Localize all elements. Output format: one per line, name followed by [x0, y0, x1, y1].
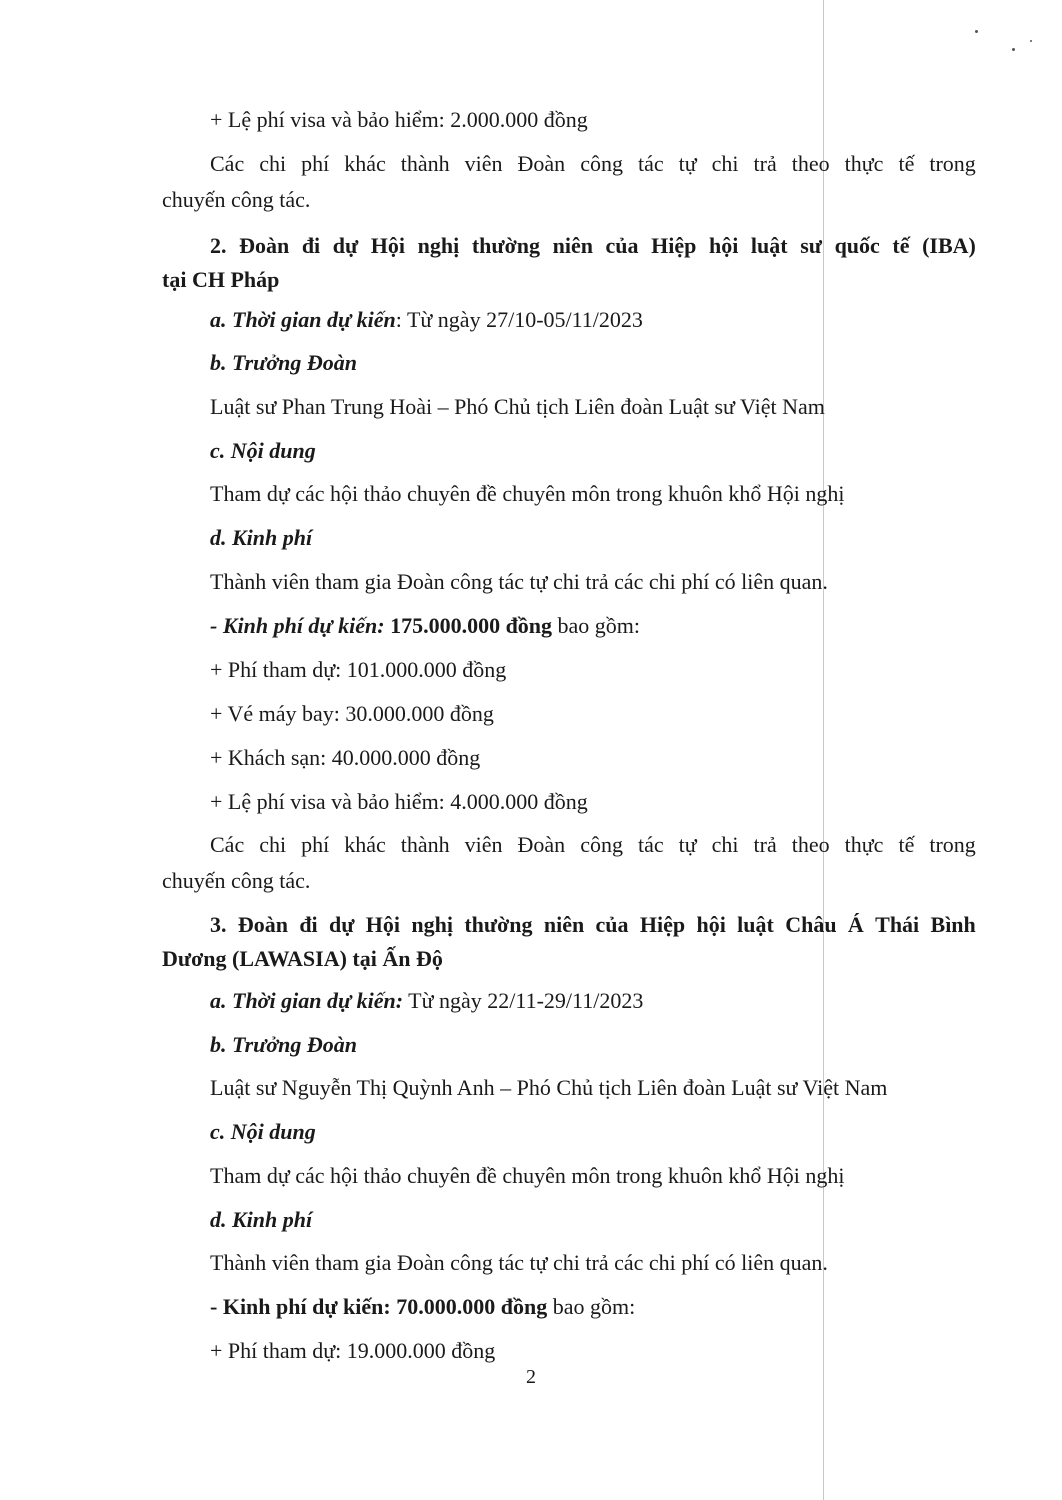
- word: trả: [753, 151, 777, 176]
- scan-speck: [975, 30, 978, 33]
- estimate-amount: 70.000.000 đồng: [396, 1294, 548, 1319]
- word: trong: [929, 832, 976, 857]
- word: viên: [464, 832, 503, 857]
- section-2-item: + Phí tham dự: 101.000.000 đồng: [210, 657, 507, 682]
- estimate-label: - Kinh phí dự kiến:: [210, 1294, 391, 1319]
- estimate-amount: 175.000.000 đồng: [390, 613, 553, 638]
- word: viên: [464, 151, 503, 176]
- word: phí: [301, 151, 330, 176]
- word: chi: [711, 151, 739, 176]
- section-2-content-value: Tham dự các hội thảo chuyên đề chuyên môn trong khuôn khổ Hội nghị: [210, 481, 845, 506]
- word: (IBA): [922, 233, 976, 258]
- word: Đoàn: [237, 912, 288, 937]
- word: niên: [543, 912, 585, 937]
- word: Các: [210, 151, 245, 176]
- section-3-time: [210, 987, 643, 1015]
- section-2-content-label: c. Nội dung: [210, 438, 316, 463]
- section-2-other-costs: [210, 831, 976, 859]
- word: Hiệp: [639, 912, 686, 937]
- section-3-item: + Phí tham dự: 19.000.000 đồng: [210, 1338, 496, 1363]
- word: Á: [847, 912, 864, 937]
- word: công: [580, 151, 623, 176]
- word: tế: [898, 151, 915, 176]
- section-2-heading: [210, 232, 976, 260]
- section-3-funding-value: Thành viên tham gia Đoàn công tác tự chi trả các chi phí có liên quan.: [210, 1250, 828, 1275]
- word: khác: [344, 832, 386, 857]
- section-3-content-value: Tham dự các hội thảo chuyên đề chuyên môn trong khuôn khổ Hội nghị: [210, 1163, 845, 1188]
- visa-fee-line: + Lệ phí visa và bảo hiểm: 2.000.000 đồng: [210, 107, 588, 132]
- word: Hiệp: [651, 233, 697, 258]
- word: chi: [259, 151, 287, 176]
- time-value: Từ ngày 22/11-29/11/2023: [403, 988, 644, 1013]
- section-2-funding-value: Thành viên tham gia Đoàn công tác tự chi trả các chi phí có liên quan.: [210, 569, 828, 594]
- section-2-item: + Khách sạn: 40.000.000 đồng: [210, 745, 481, 770]
- word: thường: [471, 233, 540, 258]
- word: tác: [637, 151, 664, 176]
- word: chi: [259, 832, 287, 857]
- word: của: [605, 233, 639, 258]
- section-2-item: + Vé máy bay: 30.000.000 đồng: [210, 701, 494, 726]
- word: công: [580, 832, 623, 857]
- word: luật: [737, 912, 774, 937]
- word: trong: [929, 151, 976, 176]
- page-number: 2: [526, 1366, 536, 1388]
- word: khác: [344, 151, 386, 176]
- word: 2.: [210, 233, 227, 258]
- word: Đoàn: [517, 151, 566, 176]
- word: chi: [711, 832, 739, 857]
- word: Đoàn: [239, 233, 290, 258]
- word: của: [595, 912, 629, 937]
- section-3-leader-label: b. Trưởng Đoàn: [210, 1032, 358, 1057]
- word: nghị: [417, 233, 460, 258]
- estimate-suffix: bao gồm:: [547, 1294, 636, 1319]
- section-3-estimate: [210, 1293, 635, 1321]
- section-2-item: + Lệ phí visa và bảo hiểm: 4.000.000 đồng: [210, 789, 588, 814]
- word: sư: [800, 233, 822, 258]
- section-2-leader-label: b. Trưởng Đoàn: [210, 350, 358, 375]
- word: Châu: [785, 912, 837, 937]
- word: tự: [678, 832, 697, 857]
- section-3-heading: [210, 911, 976, 939]
- section-3-leader-value: Luật sư Nguyễn Thị Quỳnh Anh – Phó Chủ tịch Liên đoàn Luật sư Việt Nam: [210, 1075, 888, 1100]
- section-3-funding-label: d. Kinh phí: [210, 1207, 313, 1232]
- section-2-heading-end: tại CH Pháp: [162, 267, 280, 292]
- word: luật: [750, 233, 788, 258]
- estimate-suffix: bao gồm:: [552, 613, 641, 638]
- word: tự: [678, 151, 697, 176]
- time-label: a. Thời gian dự kiến: [210, 307, 396, 332]
- word: hội: [708, 233, 739, 258]
- word: hội: [696, 912, 726, 937]
- scan-speck: [1012, 48, 1015, 51]
- word: Bình: [930, 912, 976, 937]
- section-3-heading-end: Dương (LAWASIA) tại Ấn Độ: [162, 946, 443, 971]
- time-value: : Từ ngày 27/10-05/11/2023: [395, 307, 643, 332]
- word: theo: [791, 832, 830, 857]
- section-2-time: [210, 306, 643, 334]
- section-2-funding-label: d. Kinh phí: [210, 525, 313, 550]
- word: tế: [898, 832, 915, 857]
- word: nghị: [411, 912, 453, 937]
- word: Thái: [875, 912, 920, 937]
- word: thành: [400, 151, 450, 176]
- word: dự: [332, 233, 359, 258]
- other-costs-line-end: chuyến công tác.: [162, 187, 311, 212]
- word: trả: [753, 832, 777, 857]
- word: phí: [301, 832, 330, 857]
- word: thường: [464, 912, 533, 937]
- word: thực: [844, 832, 884, 857]
- word: quốc: [834, 233, 880, 258]
- word: niên: [552, 233, 593, 258]
- word: thực: [844, 151, 884, 176]
- section-3-content-label: c. Nội dung: [210, 1119, 316, 1144]
- time-label: a. Thời gian dự kiến:: [210, 988, 404, 1013]
- word: thành: [400, 832, 450, 857]
- word: Đoàn: [517, 832, 566, 857]
- section-2-leader-value: Luật sư Phan Trung Hoài – Phó Chủ tịch Liên đoàn Luật sư Việt Nam: [210, 394, 825, 419]
- word: dự: [329, 912, 355, 937]
- word: đi: [301, 233, 321, 258]
- word: đi: [299, 912, 318, 937]
- section-2-other-costs-end: chuyến công tác.: [162, 868, 311, 893]
- word: tác: [637, 832, 664, 857]
- scan-speck: [1030, 40, 1032, 42]
- other-costs-line: [210, 150, 976, 178]
- word: Hội: [365, 912, 401, 937]
- word: 3.: [210, 912, 227, 937]
- section-2-estimate: [210, 612, 640, 640]
- estimate-label: - Kinh phí dự kiến:: [210, 613, 385, 638]
- word: theo: [791, 151, 830, 176]
- word: tế: [892, 233, 910, 258]
- word: Các: [210, 832, 245, 857]
- word: Hội: [370, 233, 406, 258]
